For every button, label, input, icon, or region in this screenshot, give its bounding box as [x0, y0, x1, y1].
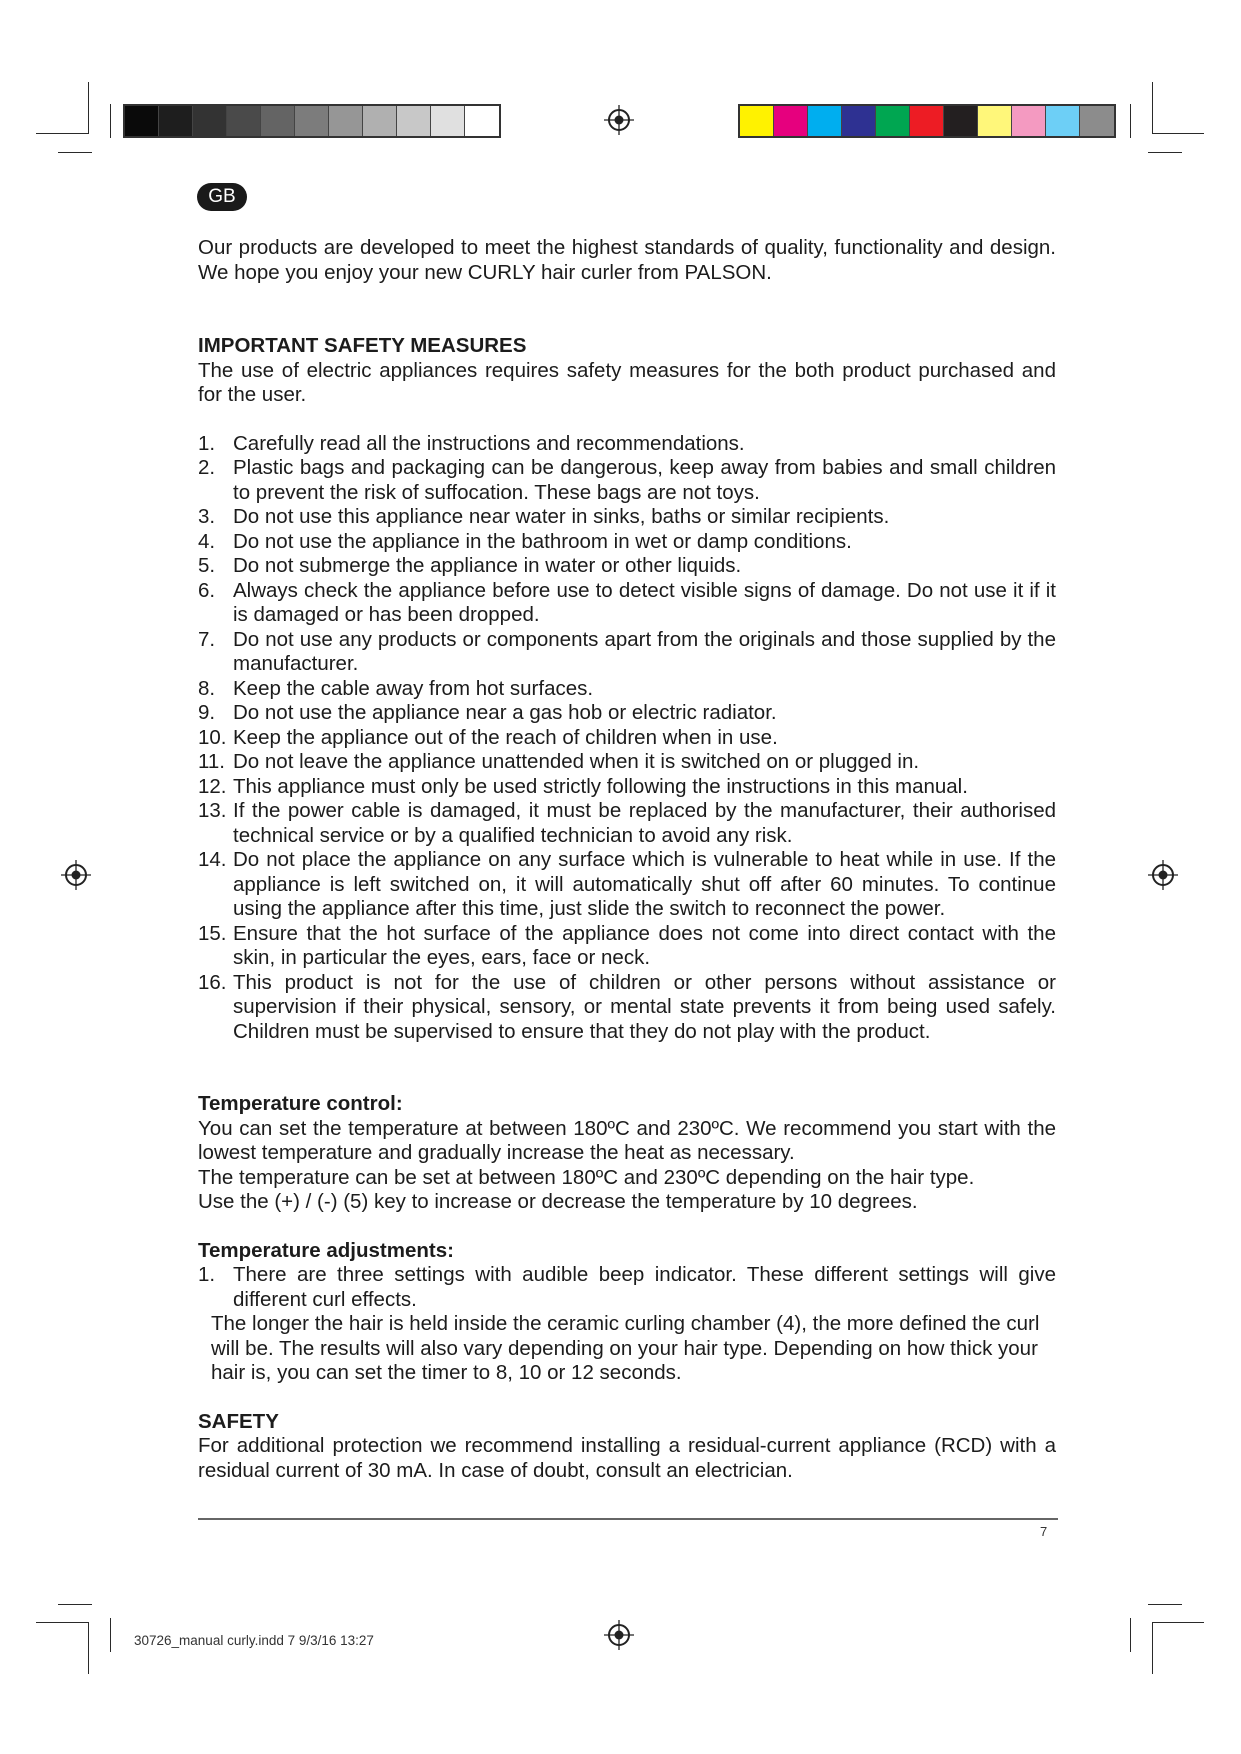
color-swatch	[261, 106, 295, 136]
safety-heading: SAFETY	[198, 1409, 279, 1433]
color-swatch	[295, 106, 329, 136]
registration-mark-icon	[61, 860, 91, 890]
list-item	[198, 1263, 1056, 1312]
list-item	[198, 530, 1056, 555]
list-item-number: 7.	[198, 627, 216, 651]
list-item-number: 8.	[198, 676, 216, 700]
list-item-text: Do not leave the appliance unattended when it is switched on or plugged in.	[233, 750, 920, 773]
safety-measures-list	[198, 432, 1056, 1045]
list-item-number: 1.	[198, 1263, 216, 1286]
list-item	[198, 432, 1056, 457]
list-item	[198, 848, 1056, 922]
list-item-number: 11.	[198, 750, 225, 773]
list-item-text: This appliance must only be used strictly following the instructions in this manual.	[233, 774, 968, 798]
temperature-adjustments-continuation	[198, 1312, 1056, 1386]
continuation-text: The longer the hair is held inside the ceramic curling chamber (4), the more defined the curl will be. The results will also vary depending on your hair type. Depending on how thick your hair is, you can set the timer to 8, 10 or 12 seconds.	[211, 1312, 1040, 1384]
color-swatch	[1080, 106, 1114, 136]
list-item-number: 15.	[198, 921, 227, 945]
list-item-text: Do not use the appliance near a gas hob or electric radiator.	[233, 701, 777, 724]
registration-mark-icon	[1148, 860, 1178, 890]
list-item-text: Always check the appliance before use to detect visible signs of damage. Do not use it if it is damaged or has been dropped.	[233, 578, 1056, 626]
list-item-text: Do not use this appliance near water in sinks, baths or similar recipients.	[233, 505, 890, 528]
color-swatch	[910, 106, 944, 136]
safety-measures-lead: The use of electric appliances requires safety measures for the both product purchased and for the user.	[198, 358, 1056, 406]
color-swatch	[159, 106, 193, 136]
color-swatch	[774, 106, 808, 136]
temperature-control-text: You can set the temperature at between 180ºC and 230ºC. We recommend you start with the lowest temperature and gradually increase the heat as necessary.	[198, 1116, 1056, 1164]
list-item-text: Do not place the appliance on any surface which is vulnerable to heat while in use. If the appliance is left switched on, it will automatically shut off after 60 minutes. To continue using the appliance after this time, just slide the switch to reconnect the power.	[233, 848, 1056, 920]
list-item-text: Do not use any products or components apart from the originals and those supplied by the manufacturer.	[233, 627, 1056, 675]
color-swatch	[1046, 106, 1080, 136]
list-item	[198, 750, 1056, 775]
list-item-text: Keep the appliance out of the reach of children when in use.	[233, 725, 778, 749]
color-swatch	[808, 106, 842, 136]
list-item	[198, 456, 1056, 505]
list-item-text: This product is not for the use of children or other persons without assistance or supervision if their physical, sensory, or mental state prevents it from being used safely. Children must be supervised to ensure that they do not play with the product.	[233, 970, 1056, 1043]
color-swatch	[876, 106, 910, 136]
list-item-number: 9.	[198, 701, 216, 724]
temperature-control-heading: Temperature control:	[198, 1092, 403, 1115]
list-item-text: Do not use the appliance in the bathroom in wet or damp conditions.	[233, 529, 852, 553]
registration-mark-icon	[604, 105, 634, 135]
list-item	[198, 505, 1056, 530]
list-item-number: 1.	[198, 431, 216, 455]
list-item	[198, 628, 1056, 677]
color-swatch	[227, 106, 261, 136]
list-item-text: Ensure that the hot surface of the appliance does not come into direct contact with the skin, in particular the eyes, ears, face or neck.	[233, 921, 1056, 969]
safety-text: For additional protection we recommend installing a residual-current appliance (RCD) with a residual current of 30 mA. In case of doubt, consult an electrician.	[198, 1434, 1056, 1482]
list-item-text: Plastic bags and packaging can be dangerous, keep away from babies and small children to prevent the risk of suffocation. These bags are not toys.	[233, 456, 1056, 504]
color-swatch	[329, 106, 363, 136]
list-item-number: 13.	[198, 799, 227, 822]
color-swatch	[397, 106, 431, 136]
list-item	[198, 799, 1056, 848]
list-item	[198, 554, 1056, 579]
list-item	[198, 579, 1056, 628]
list-item-number: 12.	[198, 774, 227, 798]
color-swatch	[842, 106, 876, 136]
color-swatch	[740, 106, 774, 136]
page-number: 7	[1040, 1524, 1048, 1539]
intro-paragraph: Our products are developed to meet the highest standards of quality, functionality and design. We hope you enjoy your new CURLY hair curler from PALSON.	[198, 236, 1056, 284]
temperature-control-text: The temperature can be set at between 180ºC and 230ºC depending on the hair type.	[198, 1165, 975, 1189]
list-item-number: 14.	[198, 848, 227, 871]
color-swatch	[363, 106, 397, 136]
color-swatch	[978, 106, 1012, 136]
footer-rule	[198, 1518, 1058, 1520]
list-item-number: 3.	[198, 505, 216, 528]
color-swatch	[944, 106, 978, 136]
list-item	[198, 922, 1056, 971]
registration-mark-icon	[604, 1620, 634, 1650]
print-slug: 30726_manual curly.indd 7 9/3/16 13:27	[134, 1633, 374, 1648]
temperature-adjustments-heading: Temperature adjustments:	[198, 1238, 454, 1262]
grayscale-color-bar	[123, 104, 501, 138]
list-item-number: 2.	[198, 456, 216, 479]
list-item-text: There are three settings with audible beep indicator. These different settings will give different curl effects.	[233, 1263, 1056, 1311]
list-item-text: Keep the cable away from hot surfaces.	[233, 676, 594, 700]
list-item-number: 10.	[198, 725, 227, 749]
list-item-text: If the power cable is damaged, it must be replaced by the manufacturer, their authorised technical service or by a qualified technician to avoid any risk.	[233, 799, 1056, 847]
color-swatch	[125, 106, 159, 136]
list-item	[198, 726, 1056, 751]
list-item-number: 4.	[198, 529, 216, 553]
list-item-number: 16.	[198, 970, 227, 994]
list-item	[198, 677, 1056, 702]
color-swatch	[465, 106, 499, 136]
safety-measures-heading: IMPORTANT SAFETY MEASURES	[198, 334, 527, 357]
color-swatch	[431, 106, 465, 136]
list-item	[198, 775, 1056, 800]
color-swatch	[1012, 106, 1046, 136]
list-item-number: 5.	[198, 554, 216, 577]
list-item-text: Carefully read all the instructions and recommendations.	[233, 431, 745, 455]
list-item	[198, 701, 1056, 726]
manual-content	[198, 236, 1056, 1483]
list-item-number: 6.	[198, 578, 216, 602]
language-badge: GB	[197, 183, 247, 211]
temperature-control-text: Use the (+) / (-) (5) key to increase or decrease the temperature by 10 degrees.	[198, 1190, 918, 1213]
color-swatch	[193, 106, 227, 136]
process-color-bar	[738, 104, 1116, 138]
list-item-text: Do not submerge the appliance in water or other liquids.	[233, 554, 742, 577]
list-item	[198, 971, 1056, 1045]
